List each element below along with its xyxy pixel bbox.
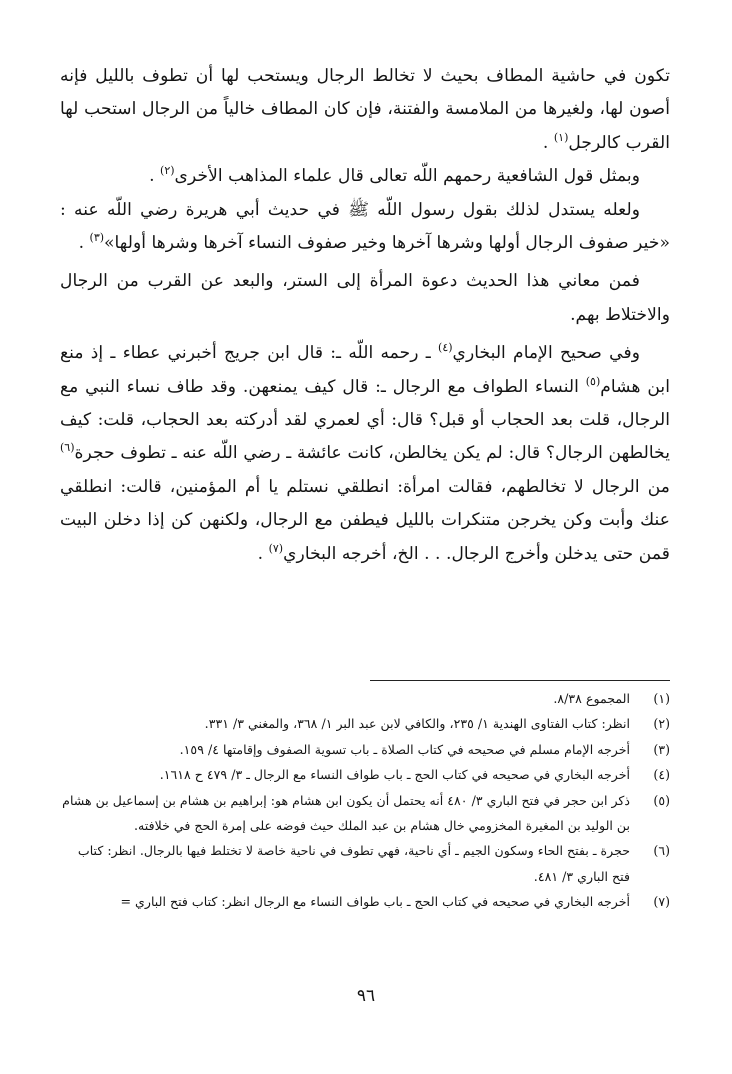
footnote-text: أخرجه الإمام مسلم في صحيحه في كتاب الصلاة ـ باب تسوية الصفوف وإقامتها ٤/ ١٥٩.: [179, 741, 630, 757]
footnote-number: (١): [653, 691, 670, 706]
footnote-number: (٣): [653, 741, 670, 757]
footnote-text: أخرجه البخاري في صحيحه في كتاب الحج ـ باب طواف النساء مع الرجال انظر: كتاب فتح الباري =: [120, 894, 630, 910]
footnote: [56, 686, 670, 711]
footnote-ref-6: (٦): [60, 441, 75, 455]
paragraph-5: وفي صحيح الإمام البخاري$^{(٤)}$ ـ رحمه اللّه ـ: قال ابن جريج أخبرني عطاء ـ إذ منع ابن هشام$^{(٥)}$ النساء الطواف مع الرجال ـ: قال كيف يمنعهن. وقد طاف نساء النبي مع الرجال، قلت بعد الحجاب أو قبل؟ قال: أي لعمري لقد أدركته بعد الحجاب، قلت: كيف يخالطهن الرجال؟ قال: لم يكن يخالطن، كانت عائشة ـ رضي اللّه عنه ـ تطوف حجرة$^{(٦)}$ من الرجال لا تخالطهم، فقالت امرأة: انطلقي نستلم يا أم المؤمنين، قالت: انطلقي عنك وأبت وكن يخرجن متنكرات بالليل فيطفن مع الرجال، ولكنهن كن إذا دخلن البيت قمن حتى يدخلن وأخرج الرجال. . . الخ، أخرجه البخاري$^{(٧)}$ .: [60, 341, 670, 564]
footnote: [56, 711, 670, 736]
footnote: [56, 889, 670, 914]
footnote-number: (٧): [653, 894, 670, 910]
footnote-ref-3: (٣): [89, 231, 105, 245]
footnote-text: انظر: كتاب الفتاوى الهندية ١/ ٢٣٥، والكافي لابن عبد البر ١/ ٣٦٨، والمغني ٣/ ٣٣١.: [204, 716, 630, 732]
footnote-text: أخرجه البخاري في صحيحه في كتاب الحج ـ باب طواف النساء مع الرجال ـ ٣/ ٤٧٩ ح ١٦١٨.: [159, 767, 630, 783]
footnote-ref-2: (٢): [160, 164, 175, 178]
footnote-text: المجموع ٨/٣٨.: [553, 691, 630, 706]
footnote-number: (٤): [653, 767, 670, 783]
paragraph-1: تكون في حاشية المطاف بحيث لا تخالط الرجال ويستحب لها أن تطوف بالليل فإنه أصون لها، ولغيرها من الملامسة والفتنة، فإن كان المطاف خالياً من الرجال استحب لها القرب كالرجل$^{(١)}$ .: [60, 66, 670, 153]
footnote-number: (٥): [653, 792, 670, 808]
footnote-text: حجرة ـ بفتح الحاء وسكون الجيم ـ أي ناحية، فهي تطوف في ناحية خاصة لا تختلط فيها بالرجال. انظر: كتاب فتح الباري ٣/ ٤٨١.: [77, 843, 630, 884]
footnote: [56, 838, 670, 889]
paragraph-3: ولعله يستدل لذلك بقول رسول اللّه ﷺ في حديث أبي هريرة رضي اللّه عنه : «خير صفوف الرجال أولها وشرها آخرها وخير صفوف النساء آخرها وشرها أولها»$^{(٣)}$ .: [60, 199, 670, 254]
footnote-number: (٦): [653, 843, 670, 859]
footnote-text: ذكر ابن حجر في فتح الباري ٣/ ٤٨٠ أنه يحتمل أن يكون ابن هشام هو: إبراهيم بن هشام بن إسماعيل بن هشام بن الوليد بن المغيرة المخزومي خال هشام بن عبد الملك حيث فوضه على إمرة الحج في خلافته.: [62, 792, 630, 834]
paragraph-4: فمن معاني هذا الحديث دعوة المرأة إلى الستر، والبعد عن القرب من الرجال والاختلاط بهم.: [60, 271, 670, 325]
footnote-ref-4: (٤): [438, 341, 453, 355]
footnote-ref-7: (٧): [268, 541, 284, 555]
footnote-number: (٢): [653, 716, 670, 732]
paragraph-2: وبمثل قول الشافعية رحمهم اللّه تعالى قال علماء المذاهب الأخرى$^{(٢)}$ .: [149, 164, 640, 187]
footnote-ref-1: (١): [553, 130, 569, 144]
footnote: [56, 788, 670, 839]
footnote-divider: [370, 680, 670, 681]
footnote: [56, 762, 670, 787]
footnotes: [56, 686, 670, 915]
footnote-ref-5: (٥): [585, 374, 601, 388]
page-number: ٩٦: [356, 986, 376, 1006]
main-text: [60, 60, 670, 571]
footnote: [56, 737, 670, 762]
